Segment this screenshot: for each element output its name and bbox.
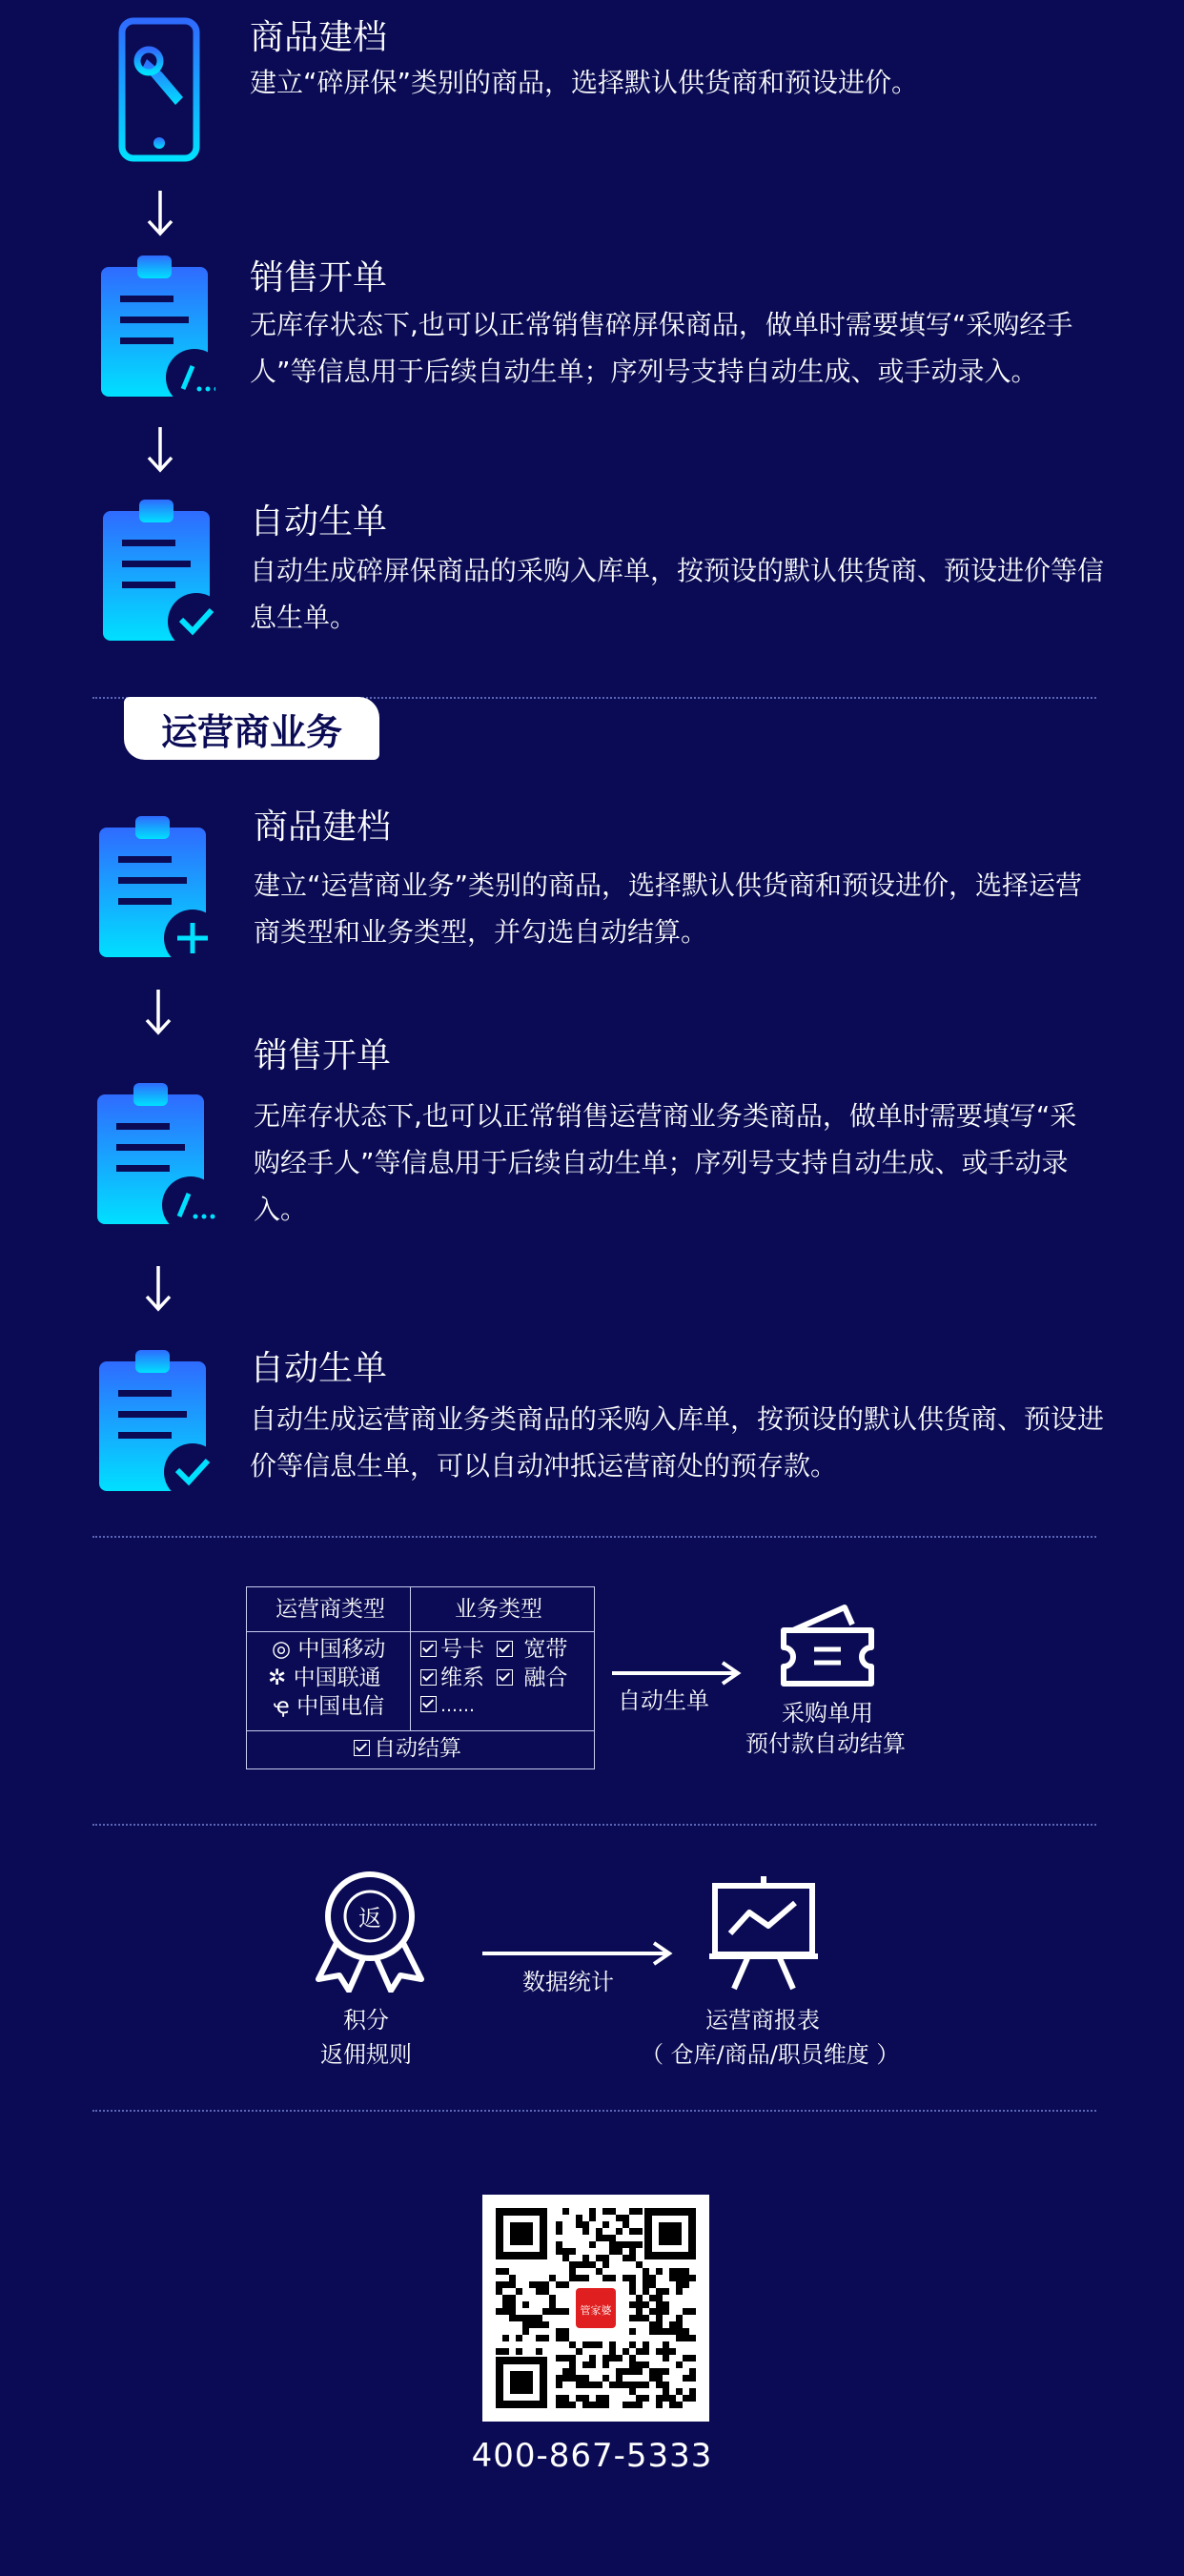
- divider: [92, 2110, 1096, 2112]
- divider: [92, 1824, 1096, 1826]
- flow1-arrow-label: 自动生单: [618, 1687, 709, 1714]
- section-badge: 运营商业务: [124, 697, 379, 760]
- checkbox-icon: [497, 1641, 513, 1657]
- checkbox-icon: [420, 1641, 437, 1657]
- divider: [92, 1536, 1096, 1538]
- carrier-row: ✲ 中国联通: [268, 1666, 381, 1690]
- phone-number[interactable]: 400-867-5333: [471, 2437, 713, 2475]
- down-arrow-icon: [139, 1264, 177, 1314]
- checkbox-icon: [354, 1740, 370, 1756]
- flow1-result-line1: 采购单用: [782, 1700, 873, 1727]
- clipboard-edit-icon: [101, 254, 215, 399]
- clipboard-add-icon: [99, 814, 217, 959]
- checkbox-icon: [420, 1696, 437, 1712]
- down-arrow-icon: [141, 189, 179, 238]
- checkbox-icon: [497, 1669, 513, 1686]
- table-header-carrier: 运营商类型: [276, 1597, 385, 1622]
- step2-desc: 无库存状态下,也可以正常销售碎屏保商品，做单时需要填写“采购经手人”等信息用于后续自动生单；序列号支持自动生成、或手动录入。: [250, 309, 1073, 387]
- china-mobile-icon: ◎: [272, 1637, 292, 1662]
- step2-title: 销售开单: [250, 258, 388, 297]
- flow2-left-line1: 积分: [343, 2007, 389, 2034]
- rebate-medal-icon: [311, 1869, 429, 1996]
- business-option[interactable]: 维系: [420, 1664, 484, 1692]
- step6-desc: 自动生成运营商业务类商品的采购入库单，按预设的默认供货商、预设进价等信息生单，可以自动冲抵运营商处的预存款。: [250, 1403, 1105, 1482]
- carrier-row: ◎ 中国移动: [272, 1637, 386, 1662]
- flow2-right-line2: （ 仓库/商品/职员维度 ）: [641, 2041, 900, 2068]
- qr-code[interactable]: [482, 2195, 709, 2422]
- down-arrow-icon: [139, 988, 177, 1037]
- auto-settle-option[interactable]: 自动结算: [354, 1734, 461, 1763]
- checkbox-icon: [420, 1669, 437, 1686]
- business-option[interactable]: ……: [420, 1692, 475, 1721]
- china-unicom-icon: ✲: [268, 1666, 287, 1690]
- step4-desc: 建立“运营商业务”类别的商品，选择默认供货商和预设进价，选择运营商类型和业务类型，并勾选自动结算。: [254, 869, 1083, 948]
- step3-desc: 自动生成碎屏保商品的采购入库单，按预设的默认供货商、预设进价等信息生单。: [250, 555, 1105, 633]
- business-option[interactable]: 号卡: [420, 1635, 484, 1664]
- rebate-char: 返: [358, 1905, 381, 1932]
- step6-title: 自动生单: [250, 1349, 388, 1388]
- ticket-icon: [778, 1602, 877, 1693]
- step1-title: 商品建档: [250, 18, 388, 57]
- china-telecom-icon: ҿ: [274, 1694, 290, 1719]
- business-option[interactable]: 宽带: [497, 1635, 567, 1664]
- step5-title: 销售开单: [254, 1036, 392, 1075]
- operator-table: [246, 1586, 595, 1769]
- flow2-arrow-label: 数据统计: [522, 1969, 614, 1995]
- step4-title: 商品建档: [254, 808, 392, 847]
- clipboard-check-icon: [103, 498, 217, 643]
- step1-desc: 建立“碎屏保”类别的商品，选择默认供货商和预设进价。: [250, 67, 919, 98]
- flow2-left-line2: 返佣规则: [320, 2041, 412, 2068]
- clipboard-check-icon: [99, 1348, 217, 1493]
- qr-logo-text: 管家婆: [580, 2304, 612, 2317]
- step5-desc: 无库存状态下,也可以正常销售运营商业务类商品，做单时需要填写“采购经手人”等信息用于后续自动生单；序列号支持自动生成、或手动录入。: [254, 1100, 1077, 1225]
- step3-title: 自动生单: [250, 502, 388, 542]
- flow2-right-line1: 运营商报表: [705, 2007, 820, 2034]
- business-option[interactable]: 融合: [497, 1664, 567, 1692]
- carrier-row: ҿ 中国电信: [274, 1694, 385, 1719]
- clipboard-edit-icon: [97, 1081, 215, 1226]
- phone-repair-icon: [118, 17, 200, 162]
- table-header-business: 业务类型: [455, 1597, 542, 1622]
- down-arrow-icon: [141, 425, 179, 475]
- flow1-result-line2: 预付款自动结算: [745, 1730, 906, 1757]
- presentation-chart-icon: [709, 1874, 818, 1996]
